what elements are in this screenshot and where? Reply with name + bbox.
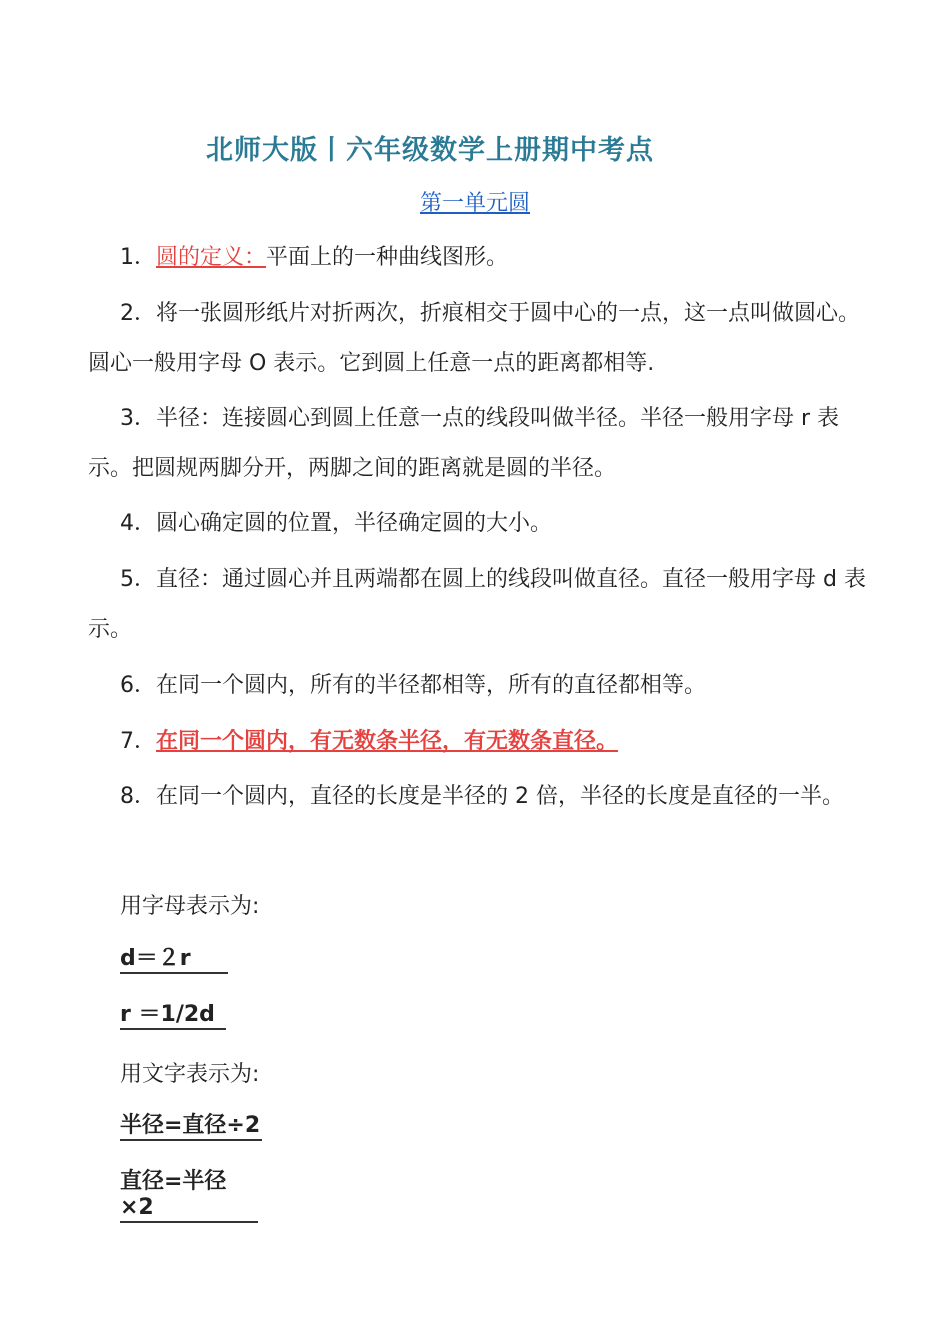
formula-radius-words: 半径=直径÷2 <box>120 1113 262 1141</box>
item-number: 8． <box>120 784 156 809</box>
item-number: 5． <box>120 567 156 592</box>
page-title: 北师大版丨六年级数学上册期中考点 <box>206 135 654 166</box>
formula-diameter-words: 直径=半径×2 <box>120 1169 258 1223</box>
item-number: 4． <box>120 511 156 536</box>
item-text: 圆心确定圆的位置，半径确定圆的大小。 <box>156 511 553 536</box>
key-point-highlight: 在同一个圆内，有无数条半径，有无数条直径。 <box>156 729 619 754</box>
list-item <box>88 233 868 283</box>
item-number: 3． <box>120 406 156 431</box>
item-number: 6． <box>120 673 156 698</box>
item-text: 半径：连接圆心到圆上任意一点的线段叫做半径。半径一般用字母 r 表示。把圆规两脚分开，两脚之间的距离就是圆的半径。 <box>88 406 840 481</box>
unit-title-link[interactable]: 第一单元圆 <box>419 191 530 216</box>
list-item <box>88 394 868 494</box>
list-item <box>88 289 868 389</box>
item-text: 平面上的一种曲线图形。 <box>266 245 509 270</box>
list-item <box>88 772 868 822</box>
item-number: 1． <box>120 245 156 270</box>
definition-highlight: 圆的定义： <box>156 245 267 270</box>
item-text: 直径：通过圆心并且两端都在圆上的线段叫做直径。直径一般用字母 d 表示。 <box>88 567 866 642</box>
list-item <box>88 661 868 711</box>
list-item <box>88 717 868 767</box>
words-label: 用文字表示为: <box>120 1062 260 1087</box>
item-number: 7． <box>120 729 156 754</box>
item-text: 在同一个圆内，所有的半径都相等，所有的直径都相等。 <box>156 673 707 698</box>
item-number: 2． <box>120 301 156 326</box>
list-item <box>88 555 868 655</box>
formula-radius: r ＝1/2d <box>120 1002 226 1030</box>
list-item <box>88 499 868 549</box>
formula-diameter: d＝２r <box>120 946 228 974</box>
letters-label: 用字母表示为: <box>120 894 260 919</box>
item-text: 将一张圆形纸片对折两次，折痕相交于圆中心的一点，这一点叫做圆心。圆心一般用字母 O 表示。它到圆上任意一点的距离都相等. <box>88 301 861 376</box>
item-text: 在同一个圆内，直径的长度是半径的 2 倍，半径的长度是直径的一半。 <box>156 784 844 809</box>
